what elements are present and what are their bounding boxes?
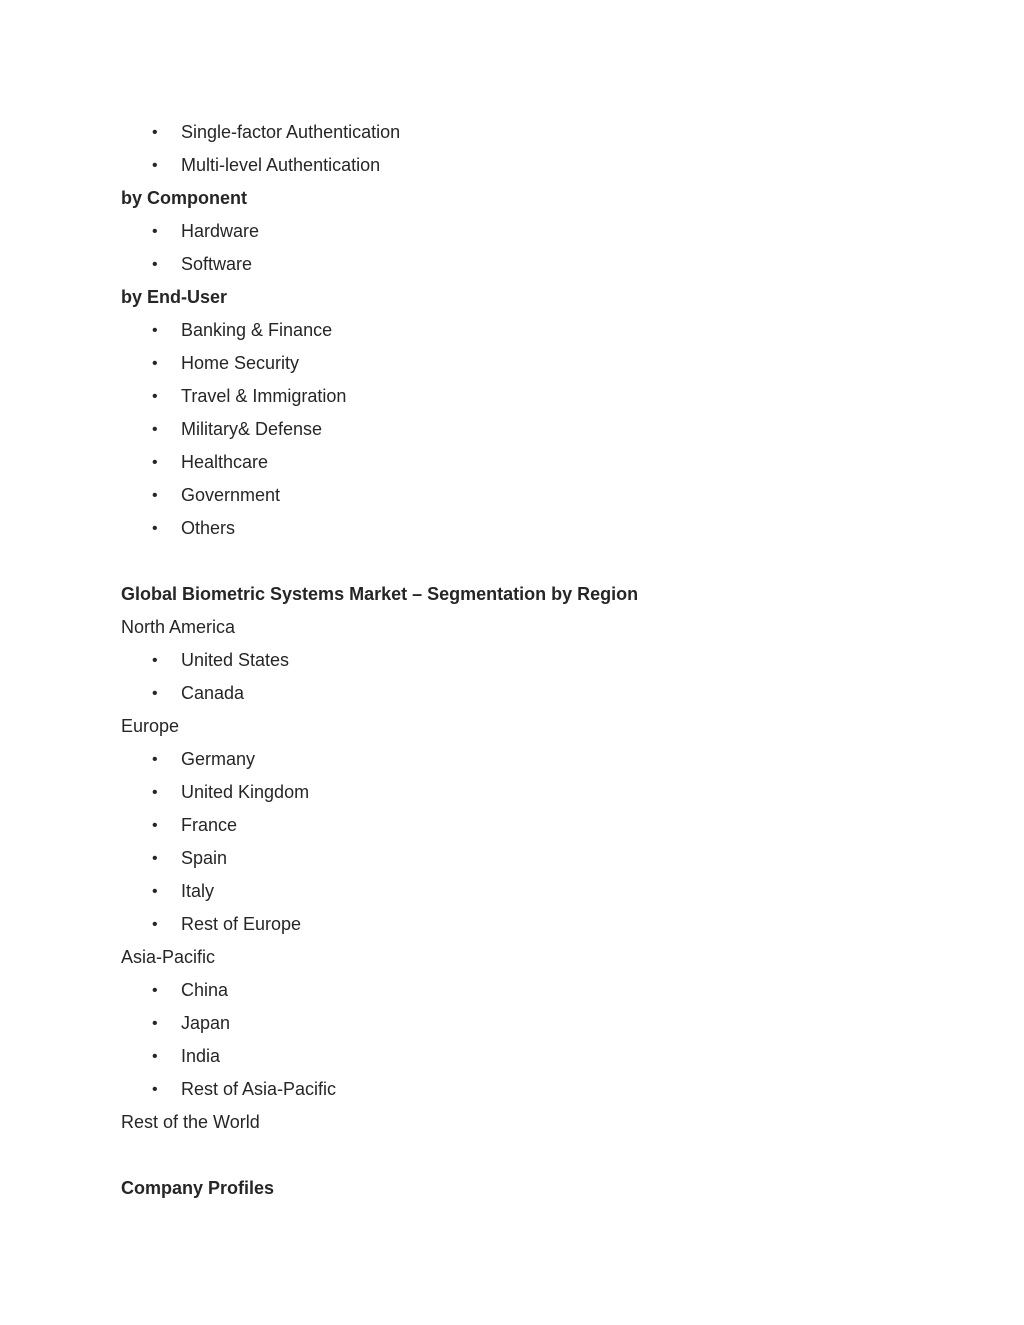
bullet-icon: • xyxy=(152,916,158,933)
region-label: North America xyxy=(121,617,236,637)
list-item-text: Government xyxy=(181,485,281,505)
section-heading: Company Profiles xyxy=(121,1178,275,1198)
list-item xyxy=(121,974,921,1007)
bullet-icon: • xyxy=(152,883,158,900)
bullet-icon: • xyxy=(152,685,158,702)
list-item xyxy=(121,215,921,248)
bullet-icon: • xyxy=(152,256,158,273)
list-item xyxy=(121,479,921,512)
bullet-icon: • xyxy=(152,124,158,141)
list-item-text: Healthcare xyxy=(181,452,269,472)
list-item-text: Spain xyxy=(181,848,228,868)
list-item xyxy=(121,380,921,413)
list-item-text: China xyxy=(181,980,229,1000)
list-item-text: Travel & Immigration xyxy=(181,386,347,406)
bullet-icon: • xyxy=(152,817,158,834)
list-item xyxy=(121,347,921,380)
list-item xyxy=(121,314,921,347)
bullet-icon: • xyxy=(152,388,158,405)
list-item xyxy=(121,1040,921,1073)
bullet-icon: • xyxy=(152,355,158,372)
bullet-icon: • xyxy=(152,157,158,174)
bullet-icon: • xyxy=(152,784,158,801)
list-item-text: Military& Defense xyxy=(181,419,323,439)
list-item-text: Banking & Finance xyxy=(181,320,333,340)
list-item-text: United States xyxy=(181,650,290,670)
list-item-text: Hardware xyxy=(181,221,260,241)
bullet-icon: • xyxy=(152,454,158,471)
list-item xyxy=(121,1007,921,1040)
list-item xyxy=(121,248,921,281)
region-label: Asia-Pacific xyxy=(121,947,216,967)
list-item xyxy=(121,908,921,941)
spacer xyxy=(121,545,921,578)
list-item xyxy=(121,149,921,182)
list-item-text: France xyxy=(181,815,238,835)
bullet-icon: • xyxy=(152,1048,158,1065)
list-item xyxy=(121,776,921,809)
section-heading: by Component xyxy=(121,188,247,208)
list-item-text: Germany xyxy=(181,749,256,769)
bullet-icon: • xyxy=(152,751,158,768)
list-item-text: Italy xyxy=(181,881,215,901)
list-item xyxy=(121,875,921,908)
bullet-icon: • xyxy=(152,850,158,867)
bullet-icon: • xyxy=(152,487,158,504)
list-item xyxy=(121,116,921,149)
list-item-text: United Kingdom xyxy=(181,782,310,802)
list-item-text: Japan xyxy=(181,1013,231,1033)
bullet-icon: • xyxy=(152,1015,158,1032)
region-label: Rest of the World xyxy=(121,1112,260,1132)
list-item xyxy=(121,677,921,710)
list-item-text: Others xyxy=(181,518,236,538)
list-item-text: Multi-level Authentication xyxy=(181,155,381,175)
list-item-text: India xyxy=(181,1046,221,1066)
document-page xyxy=(121,116,921,1205)
spacer xyxy=(121,1139,921,1172)
list-item xyxy=(121,446,921,479)
bullet-icon: • xyxy=(152,520,158,537)
bullet-icon: • xyxy=(152,1081,158,1098)
section-heading: by End-User xyxy=(121,287,228,307)
bullet-icon: • xyxy=(152,652,158,669)
list-item xyxy=(121,644,921,677)
bullet-icon: • xyxy=(152,223,158,240)
list-item-text: Canada xyxy=(181,683,245,703)
list-item xyxy=(121,512,921,545)
list-item xyxy=(121,809,921,842)
section-heading: Global Biometric Systems Market – Segmentation by Region xyxy=(121,584,639,604)
list-item-text: Rest of Europe xyxy=(181,914,302,934)
list-item xyxy=(121,1073,921,1106)
list-item xyxy=(121,743,921,776)
list-item-text: Software xyxy=(181,254,253,274)
bullet-icon: • xyxy=(152,421,158,438)
list-item xyxy=(121,413,921,446)
bullet-icon: • xyxy=(152,322,158,339)
list-item xyxy=(121,842,921,875)
list-item-text: Single-factor Authentication xyxy=(181,122,401,142)
bullet-icon: • xyxy=(152,982,158,999)
list-item-text: Home Security xyxy=(181,353,300,373)
region-label: Europe xyxy=(121,716,180,736)
list-item-text: Rest of Asia-Pacific xyxy=(181,1079,337,1099)
